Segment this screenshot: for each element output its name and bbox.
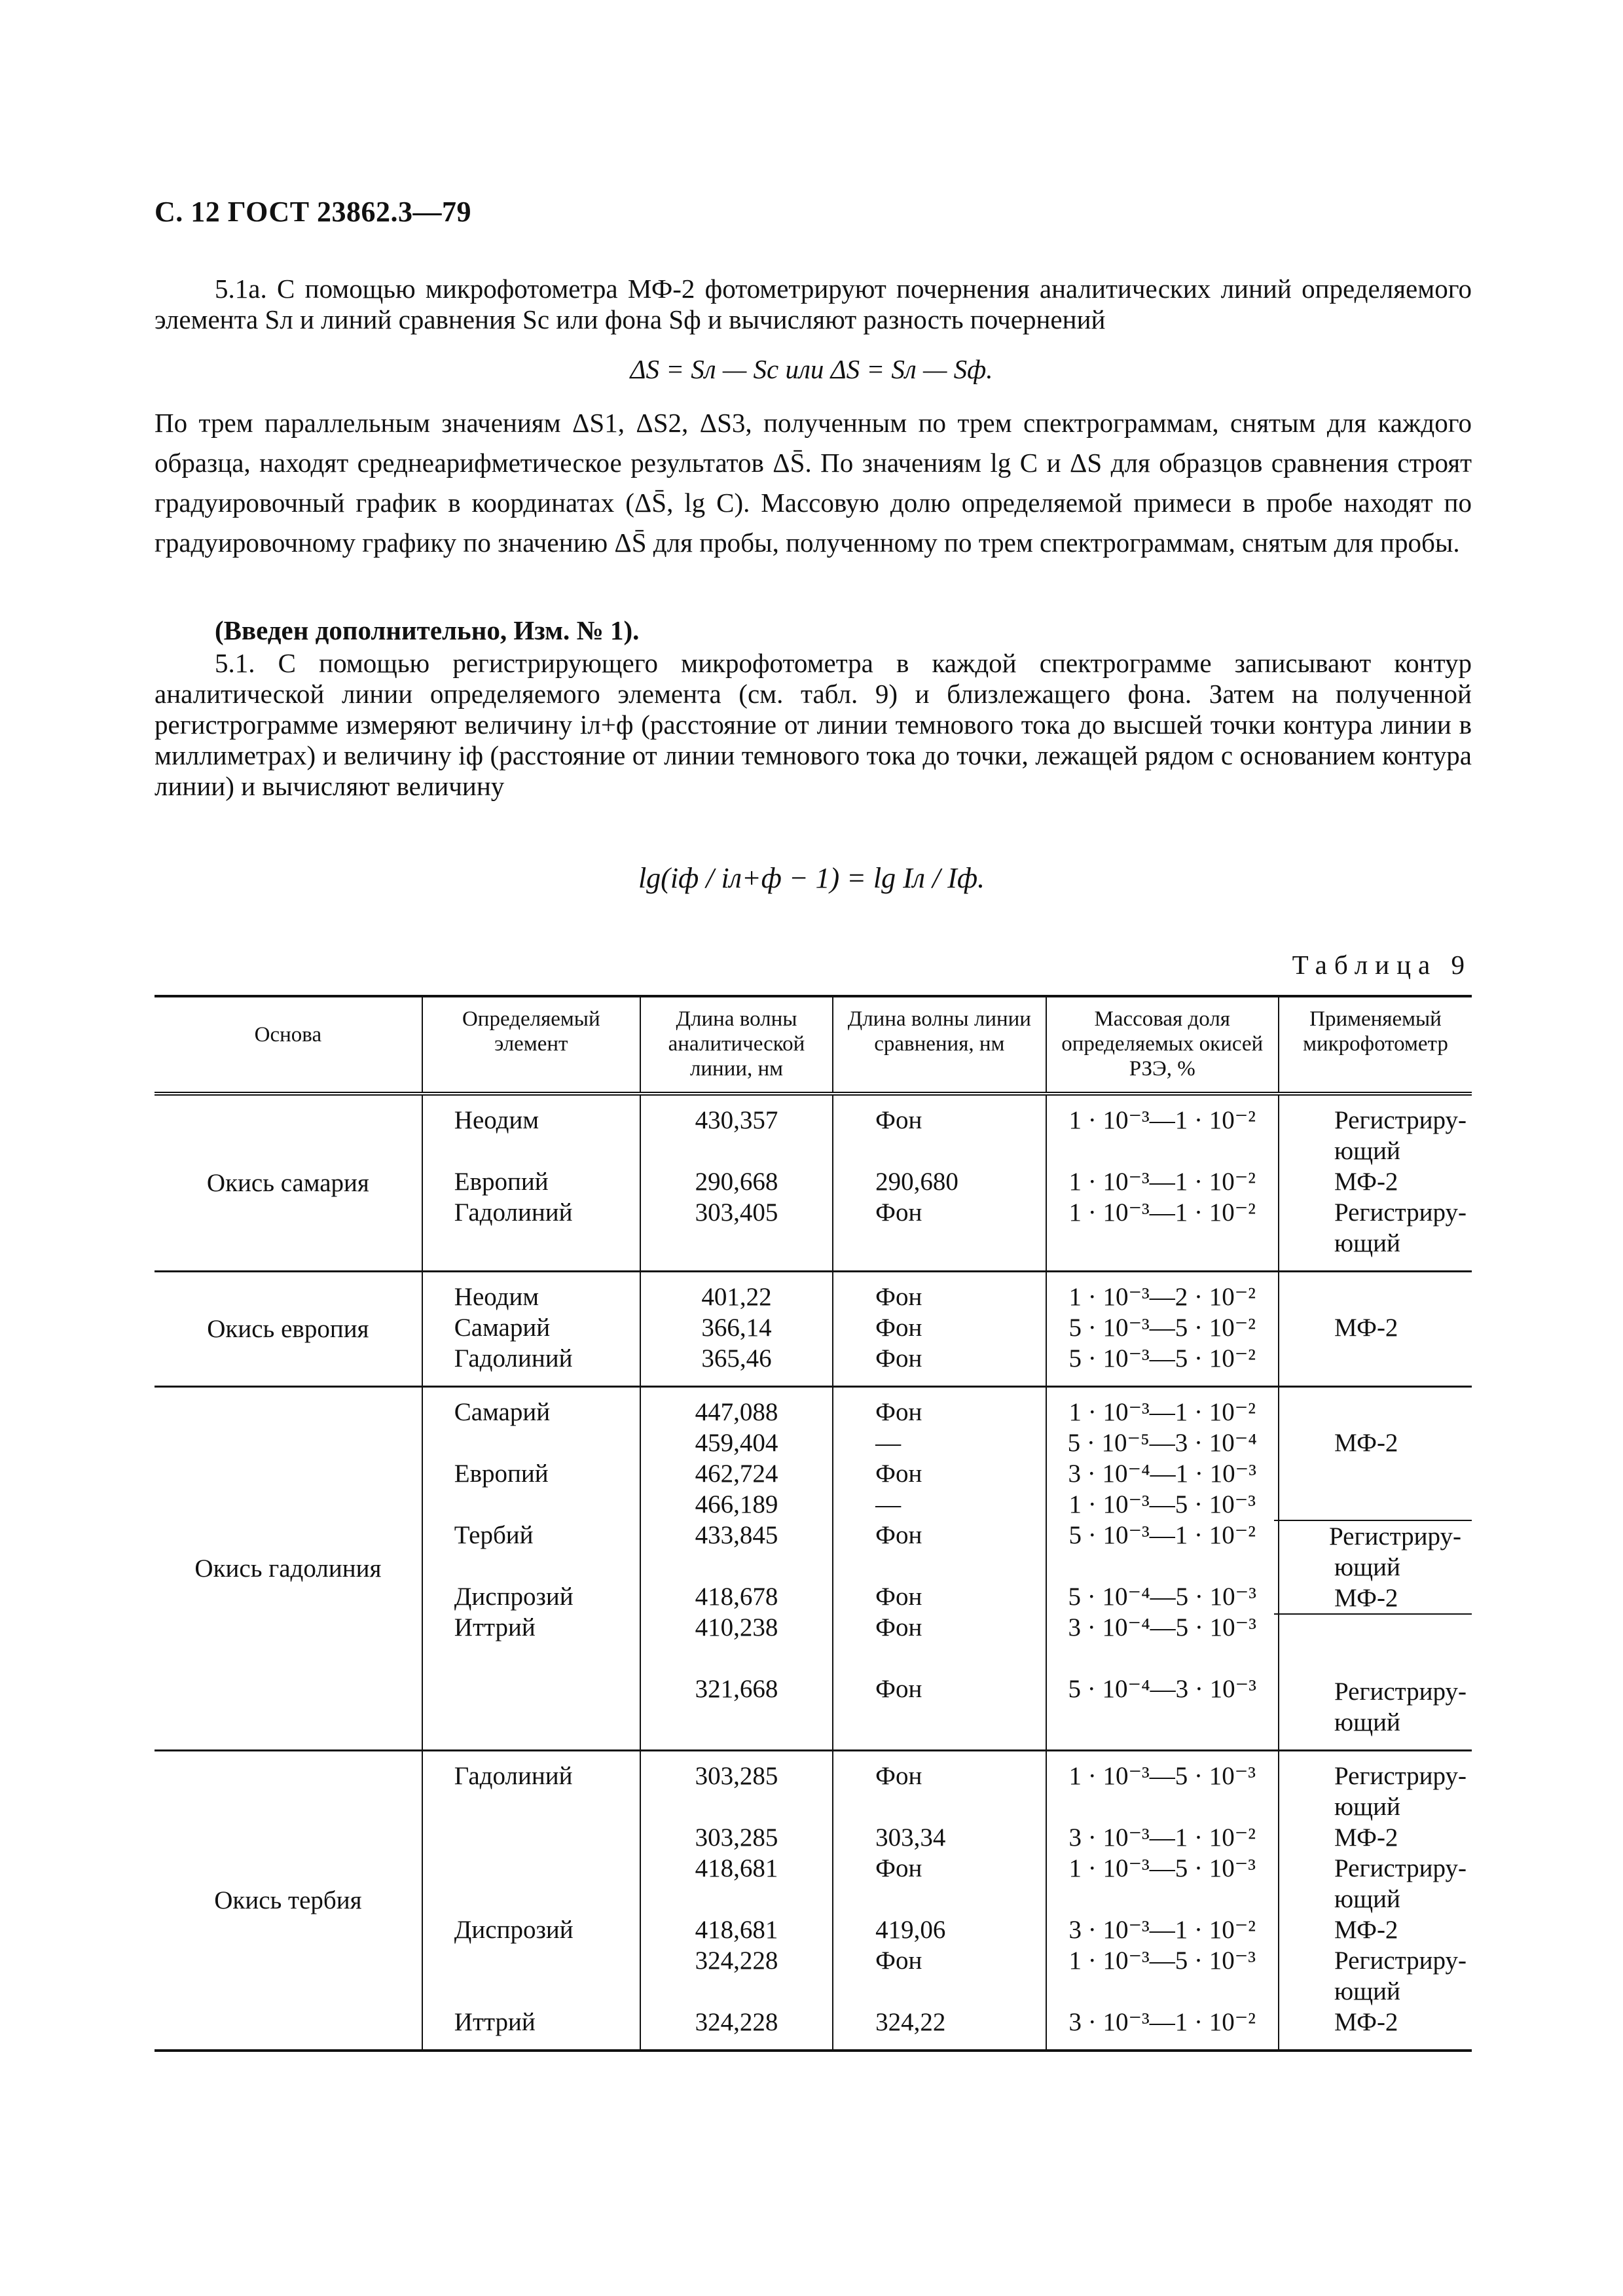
cell-comparison-line: — xyxy=(875,1490,902,1518)
cell-element-line: Самарий xyxy=(454,1398,551,1426)
paragraph-average: По трем параллельным значениям ΔS1, ΔS2, ΔS3, полученным по трем спектрограммам, снятым для каждого образца, находят среднеарифметическое результатов ΔS̄. По значениям lg C и ΔS для образцов сравнения строят градуировочный график в координатах (ΔS̄, lg C). Массовую долю определяемой примеси в пробе находят по градуировочному графику по значению ΔS̄ для пробы, полученному по трем спектрограммам, снятым для пробы. xyxy=(155,408,1472,558)
cell-wavelength-line: 365,46 xyxy=(701,1344,772,1372)
cell-mass-fraction-line: 1 · 10⁻³—1 · 10⁻² xyxy=(1068,1398,1256,1426)
cell-microphotometer-line: ющий xyxy=(1334,1885,1400,1913)
cell-comparison xyxy=(833,1272,1046,1387)
cell-microphotometer-line: Регистриру- xyxy=(1334,1854,1467,1882)
cell-mass-fraction-line: 3 · 10⁻⁴—1 · 10⁻³ xyxy=(1068,1460,1256,1488)
cell-element-line: Диспрозий xyxy=(454,1916,574,1944)
cell-element-line xyxy=(454,1427,634,1458)
cell-microphotometer-line xyxy=(1334,1489,1467,1520)
cell-microphotometer-line: ющий xyxy=(1334,1793,1400,1821)
cell-mass-fraction-line: 1 · 10⁻³—5 · 10⁻³ xyxy=(1068,1946,1256,1975)
cell-element-line: Европий xyxy=(454,1168,549,1196)
cell-mass-fraction-line xyxy=(1052,1704,1273,1735)
cell-microphotometer-line: ющий xyxy=(1334,1977,1400,2005)
cell-base: Окись самария xyxy=(155,1094,422,1272)
cell-comparison-line: Фон xyxy=(875,1198,922,1227)
table-row xyxy=(155,1272,1472,1387)
cell-comparison-line: Фон xyxy=(875,1398,922,1426)
cell-wavelength-line: 418,681 xyxy=(695,1854,778,1882)
cell-wavelength-line: 433,845 xyxy=(695,1521,778,1549)
cell-wavelength xyxy=(640,1272,833,1387)
cell-comparison-line: Фон xyxy=(875,1106,922,1134)
cell-comparison-line: Фон xyxy=(875,1583,922,1611)
cell-mass-fraction-line xyxy=(1052,1228,1273,1259)
table-label: Таблица 9 xyxy=(1292,950,1472,980)
cell-element-line: Неодим xyxy=(454,1106,539,1134)
cell-element-line: Диспрозий xyxy=(454,1583,574,1611)
header-base: Основа xyxy=(155,996,422,1094)
cell-mass-fraction-line xyxy=(1052,1643,1273,1674)
cell-mass-fraction-line xyxy=(1052,1791,1273,1822)
cell-wavelength-line xyxy=(646,1791,827,1822)
cell-comparison-line: Фон xyxy=(875,1460,922,1488)
cell-comparison-line: Фон xyxy=(875,1314,922,1342)
paragraph-5-1: 5.1. С помощью регистрирующего микрофотометра в каждой спектрограмме записывают контур аналитической линии определяемого элемента (см. табл. 9) и близлежащего фона. Затем на полученной регистрограмме измеряют величину iл+ф (расстояние от линии темнового тока до высшей точки контура линии в миллиметрах) и величину iф (расстояние от линии темнового тока до точки, лежащей рядом с основанием контура линии) и вычисляют величину xyxy=(155,648,1472,801)
cell-wavelength-line: 410,238 xyxy=(695,1613,778,1641)
cell-comparison-line: Фон xyxy=(875,1613,922,1641)
cell-microphotometer-line: ющий xyxy=(1334,1708,1400,1736)
cell-wavelength-line xyxy=(646,1976,827,2007)
cell-mass-fraction xyxy=(1046,1751,1279,2051)
cell-microphotometer xyxy=(1279,1387,1472,1751)
cell-mass-fraction-line: 1 · 10⁻³—1 · 10⁻² xyxy=(1068,1198,1256,1227)
cell-comparison-line xyxy=(875,1791,1040,1822)
cell-mass-fraction-line: 5 · 10⁻⁴—3 · 10⁻³ xyxy=(1068,1675,1256,1703)
cell-comparison-line: — xyxy=(875,1429,902,1457)
cell-comparison-line xyxy=(875,1884,1040,1914)
table-group xyxy=(155,1272,1472,1387)
table-row xyxy=(155,1094,1472,1272)
cell-microphotometer-line: МФ-2 xyxy=(1334,1314,1398,1342)
cell-element-line: Гадолиний xyxy=(454,1762,573,1790)
cell-mass-fraction-line: 1 · 10⁻³—5 · 10⁻³ xyxy=(1068,1854,1256,1882)
cell-wavelength-line: 430,357 xyxy=(695,1106,778,1134)
cell-mass-fraction-line: 1 · 10⁻³—1 · 10⁻² xyxy=(1068,1168,1256,1196)
cell-mass-fraction-line: 5 · 10⁻³—5 · 10⁻² xyxy=(1068,1314,1256,1342)
cell-microphotometer-line: Регистриру- xyxy=(1274,1520,1472,1552)
cell-element-line: Гадолиний xyxy=(454,1344,573,1372)
header-wavelength: Длина волны аналитической линии, нм xyxy=(640,996,833,1094)
header-mass-fraction: Массовая доля определяемых окисей РЗЭ, % xyxy=(1046,996,1279,1094)
cell-comparison-line: 419,06 xyxy=(875,1916,946,1944)
cell-mass-fraction-line: 1 · 10⁻³—5 · 10⁻³ xyxy=(1068,1490,1256,1518)
formula-log: lg(iф / iл+ф − 1) = lg Iл / Iф. xyxy=(638,862,985,894)
cell-comparison-line: Фон xyxy=(875,1283,922,1311)
cell-comparison xyxy=(833,1387,1046,1751)
cell-microphotometer-line: Регистриру- xyxy=(1334,1677,1467,1706)
cell-microphotometer-line: МФ-2 xyxy=(1334,1823,1398,1852)
cell-wavelength xyxy=(640,1387,833,1751)
cell-wavelength-line: 401,22 xyxy=(701,1283,772,1311)
cell-mass-fraction-line xyxy=(1052,1551,1273,1581)
cell-mass-fraction-line: 3 · 10⁻³—1 · 10⁻² xyxy=(1068,1823,1256,1852)
cell-wavelength-line xyxy=(646,1136,827,1166)
cell-mass-fraction-line: 3 · 10⁻³—1 · 10⁻² xyxy=(1068,1916,1256,1944)
cell-comparison-line: Фон xyxy=(875,1762,922,1790)
cell-mass-fraction-line: 5 · 10⁻³—5 · 10⁻² xyxy=(1068,1344,1256,1372)
cell-microphotometer-line: Регистриру- xyxy=(1334,1198,1467,1227)
cell-comparison-line: Фон xyxy=(875,1854,922,1882)
cell-microphotometer-line xyxy=(1334,1397,1467,1427)
cell-element-line xyxy=(454,1822,634,1853)
cell-wavelength-line: 462,724 xyxy=(695,1460,778,1488)
cell-microphotometer-line xyxy=(1334,1458,1467,1489)
cell-wavelength-line: 466,189 xyxy=(695,1490,778,1518)
cell-comparison-line: Фон xyxy=(875,1946,922,1975)
header-element: Определяемый элемент xyxy=(422,996,640,1094)
cell-microphotometer-line: Регистриру- xyxy=(1334,1762,1467,1790)
header-comparison: Длина волны линии сравнения, нм xyxy=(833,996,1046,1094)
cell-element-line: Иттрий xyxy=(454,1613,536,1641)
cell-microphotometer-line xyxy=(1334,1282,1467,1312)
cell-mass-fraction-line xyxy=(1052,1136,1273,1166)
cell-microphotometer-line: МФ-2 xyxy=(1334,1584,1398,1612)
cell-element-line: Иттрий xyxy=(454,2008,536,2036)
table-group xyxy=(155,1094,1472,1272)
cell-microphotometer-line xyxy=(1334,1343,1467,1374)
cell-wavelength-line xyxy=(646,1228,827,1259)
cell-element-line xyxy=(454,1884,634,1914)
cell-mass-fraction-line: 3 · 10⁻⁴—5 · 10⁻³ xyxy=(1068,1613,1256,1641)
cell-comparison xyxy=(833,1094,1046,1272)
cell-wavelength-line xyxy=(646,1884,827,1914)
paragraph-5-1a: 5.1а. С помощью микрофотометра МФ-2 фотометрируют почернения аналитических линий определяемого элемента Sл и линий сравнения Sс или фона Sф и вычисляют разность почернений xyxy=(155,274,1472,334)
cell-wavelength-line: 324,228 xyxy=(695,2008,778,2036)
cell-comparison-line: Фон xyxy=(875,1675,922,1703)
cell-mass-fraction-line: 5 · 10⁻³—1 · 10⁻² xyxy=(1068,1521,1256,1549)
cell-comparison xyxy=(833,1751,1046,2051)
cell-element-line: Европий xyxy=(454,1460,549,1488)
cell-microphotometer xyxy=(1279,1272,1472,1387)
cell-microphotometer-line: ющий xyxy=(1334,1553,1400,1581)
cell-element-line: Гадолиний xyxy=(454,1198,573,1227)
cell-mass-fraction xyxy=(1046,1094,1279,1272)
header-microphotometer: Применяемый микрофотометр xyxy=(1279,996,1472,1094)
cell-mass-fraction-line xyxy=(1052,1884,1273,1914)
cell-microphotometer-line: ющий xyxy=(1334,1229,1400,1257)
cell-comparison-line xyxy=(875,1551,1040,1581)
cell-wavelength-line xyxy=(646,1704,827,1735)
cell-microphotometer-line: МФ-2 xyxy=(1334,2008,1398,2036)
cell-element xyxy=(422,1751,640,2051)
cell-element-line: Самарий xyxy=(454,1314,551,1342)
cell-comparison-line xyxy=(875,1136,1040,1166)
cell-microphotometer-line: МФ-2 xyxy=(1334,1916,1398,1944)
cell-mass-fraction xyxy=(1046,1387,1279,1751)
cell-microphotometer-line: МФ-2 xyxy=(1334,1429,1398,1457)
cell-wavelength-line xyxy=(646,1643,827,1674)
cell-microphotometer-line: МФ-2 xyxy=(1334,1168,1398,1196)
cell-microphotometer-line: Регистриру- xyxy=(1334,1946,1467,1975)
cell-wavelength-line xyxy=(646,1551,827,1581)
cell-mass-fraction-line: 1 · 10⁻³—1 · 10⁻² xyxy=(1068,1106,1256,1134)
cell-element xyxy=(422,1272,640,1387)
cell-wavelength-line: 459,404 xyxy=(695,1429,778,1457)
cell-microphotometer xyxy=(1279,1751,1472,2051)
cell-element xyxy=(422,1387,640,1751)
page-header: С. 12 ГОСТ 23862.3—79 xyxy=(155,196,472,228)
table-header-row xyxy=(155,996,1472,1094)
cell-microphotometer-line xyxy=(1274,1613,1472,1645)
cell-comparison-line xyxy=(875,1976,1040,2007)
cell-element-line xyxy=(454,1853,634,1884)
table-group xyxy=(155,1751,1472,2051)
cell-wavelength-line: 290,668 xyxy=(695,1168,778,1196)
cell-comparison-line: 303,34 xyxy=(875,1823,946,1852)
cell-mass-fraction xyxy=(1046,1272,1279,1387)
table-row xyxy=(155,1751,1472,2051)
table-group xyxy=(155,1387,1472,1751)
cell-base: Окись европия xyxy=(155,1272,422,1387)
cell-element-line xyxy=(454,1674,634,1704)
cell-comparison-line xyxy=(875,1228,1040,1259)
cell-mass-fraction-line: 1 · 10⁻³—2 · 10⁻² xyxy=(1068,1283,1256,1311)
cell-element-line xyxy=(454,1228,634,1259)
cell-wavelength-line: 303,285 xyxy=(695,1823,778,1852)
cell-comparison-line: 324,22 xyxy=(875,2008,946,2036)
cell-base: Окись тербия xyxy=(155,1751,422,2051)
cell-element-line xyxy=(454,1643,634,1674)
cell-wavelength-line: 418,681 xyxy=(695,1916,778,1944)
cell-microphotometer xyxy=(1279,1094,1472,1272)
cell-wavelength-line: 303,285 xyxy=(695,1762,778,1790)
cell-mass-fraction-line: 5 · 10⁻⁴—5 · 10⁻³ xyxy=(1068,1583,1256,1611)
cell-base: Окись гадолиния xyxy=(155,1387,422,1751)
cell-wavelength-line: 303,405 xyxy=(695,1198,778,1227)
formula-delta-s: ΔS = Sл — Sс или ΔS = Sл — Sф. xyxy=(630,354,993,384)
cell-element-line xyxy=(454,1976,634,2007)
table-row xyxy=(155,1387,1472,1751)
cell-microphotometer-line xyxy=(1334,1645,1467,1676)
cell-element xyxy=(422,1094,640,1272)
cell-mass-fraction-line: 3 · 10⁻³—1 · 10⁻² xyxy=(1068,2008,1256,2036)
cell-wavelength-line: 321,668 xyxy=(695,1675,778,1703)
cell-element-line xyxy=(454,1704,634,1735)
cell-comparison-line: Фон xyxy=(875,1521,922,1549)
cell-element-line: Неодим xyxy=(454,1283,539,1311)
cell-mass-fraction-line: 5 · 10⁻⁵—3 · 10⁻⁴ xyxy=(1067,1429,1257,1457)
cell-wavelength-line: 418,678 xyxy=(695,1583,778,1611)
cell-element-line: Тербий xyxy=(454,1521,534,1549)
cell-element-line xyxy=(454,1551,634,1581)
cell-element-line xyxy=(454,1945,634,1976)
cell-mass-fraction-line: 1 · 10⁻³—5 · 10⁻³ xyxy=(1068,1762,1256,1790)
added-note: (Введен дополнительно, Изм. № 1). xyxy=(215,615,640,645)
cell-wavelength-line: 447,088 xyxy=(695,1398,778,1426)
cell-microphotometer-line: ющий xyxy=(1334,1137,1400,1165)
cell-element-line xyxy=(454,1489,634,1520)
cell-wavelength xyxy=(640,1094,833,1272)
cell-wavelength-line: 324,228 xyxy=(695,1946,778,1975)
cell-wavelength xyxy=(640,1751,833,2051)
cell-microphotometer-line: Регистриру- xyxy=(1334,1106,1467,1134)
cell-wavelength-line: 366,14 xyxy=(701,1314,772,1342)
cell-element-line xyxy=(454,1136,634,1166)
cell-comparison-line xyxy=(875,1643,1040,1674)
table-9 xyxy=(155,995,1472,2052)
cell-comparison-line: Фон xyxy=(875,1344,922,1372)
cell-comparison-line: 290,680 xyxy=(875,1168,958,1196)
cell-mass-fraction-line xyxy=(1052,1976,1273,2007)
cell-element-line xyxy=(454,1791,634,1822)
cell-comparison-line xyxy=(875,1704,1040,1735)
